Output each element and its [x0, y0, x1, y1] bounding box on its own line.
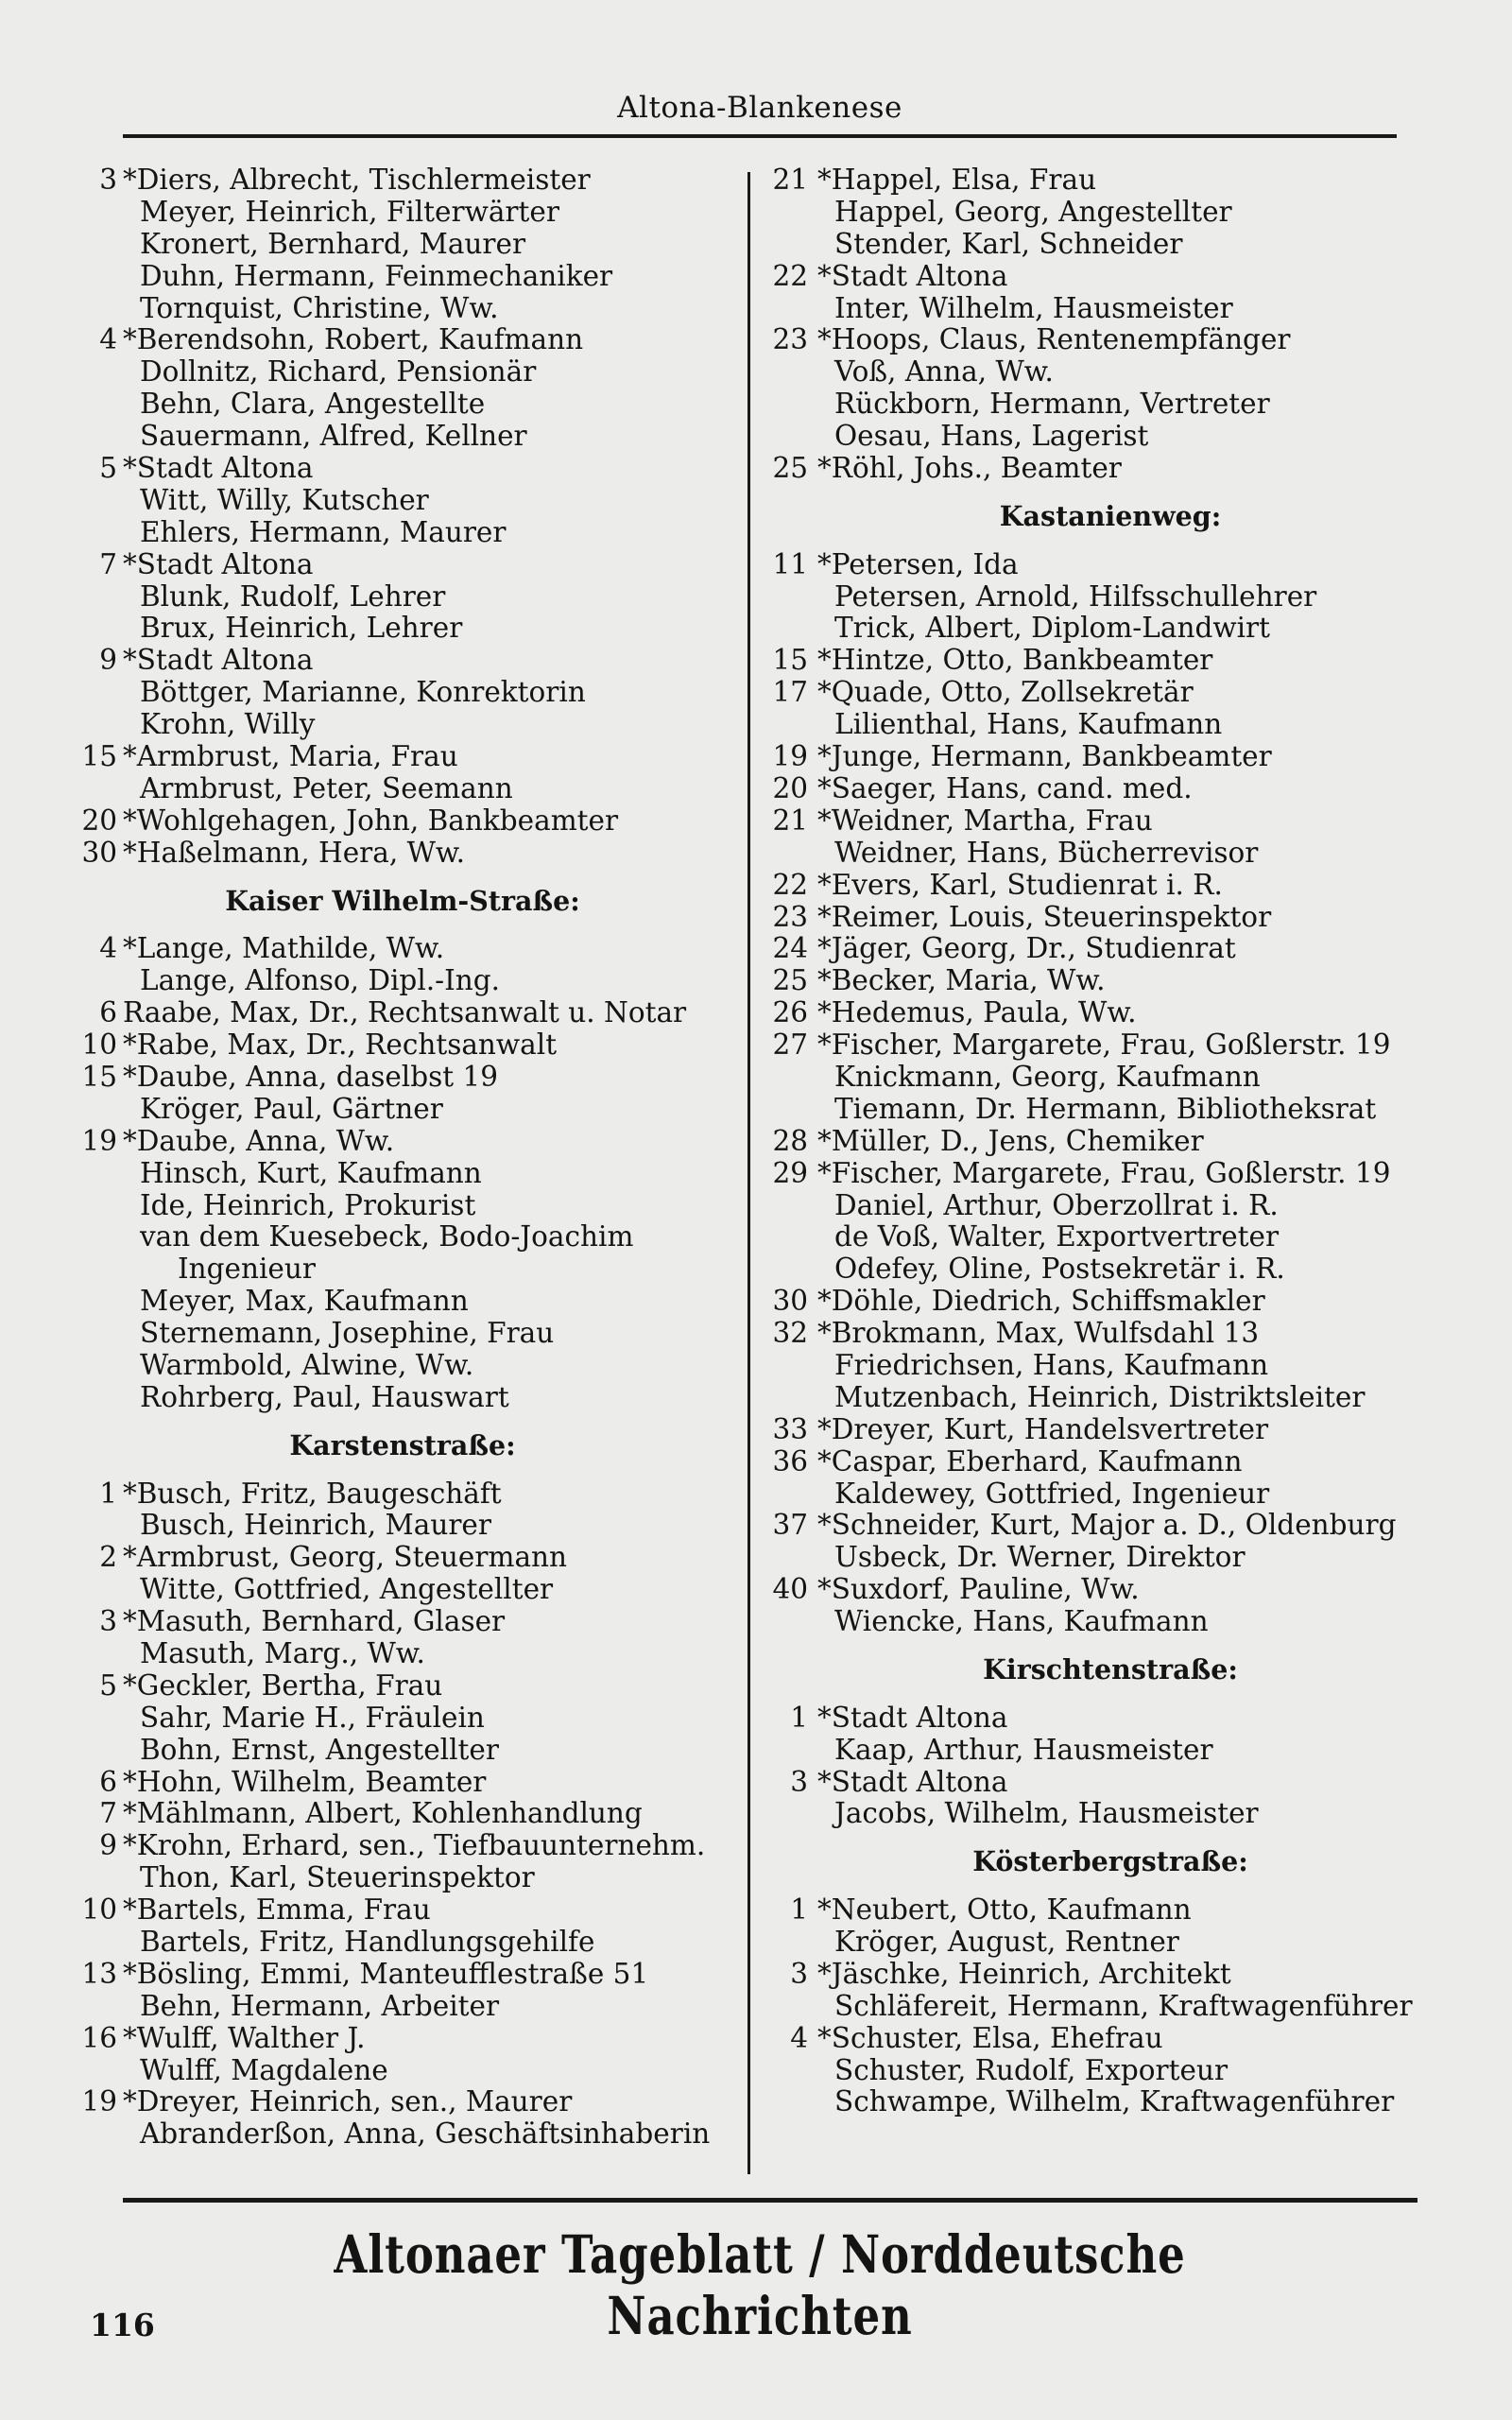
resident-text: Oesau, Hans, Lagerist [834, 420, 1149, 453]
house-number: 11 [772, 547, 808, 580]
resident-text: Bartels, Fritz, Handlungsgehilfe [140, 1926, 595, 1959]
resident-text: *Dreyer, Heinrich, sen., Maurer [123, 2085, 573, 2118]
house-number: 10 [81, 1028, 117, 1062]
house-number: 3 [99, 1605, 117, 1638]
directory-entry [66, 197, 739, 229]
house-number: 5 [99, 1668, 117, 1702]
house-number: 26 [772, 996, 808, 1029]
resident-text: *Jäschke, Heinrich, Architekt [817, 1957, 1231, 1990]
house-number: 9 [99, 644, 117, 677]
house-number: 20 [772, 771, 808, 804]
directory-entry [761, 421, 1460, 453]
resident-text: Odefey, Oline, Postsekretär i. R. [834, 1253, 1285, 1286]
directory-entry [66, 389, 739, 421]
directory-entry [66, 1767, 739, 1799]
resident-text: *Becker, Maria, Ww. [817, 964, 1106, 997]
resident-text: Usbeck, Dr. Werner, Direktor [834, 1541, 1246, 1574]
directory-entry [66, 773, 739, 805]
directory-entry [761, 1221, 1460, 1253]
resident-text: *Junge, Hermann, Bankbeamter [817, 740, 1272, 773]
resident-text: Stender, Karl, Schneider [834, 227, 1183, 260]
house-number: 20 [81, 804, 117, 837]
directory-entry [66, 677, 739, 709]
resident-text: Thon, Karl, Steuerinspektor [140, 1861, 535, 1894]
directory-entry [66, 164, 739, 197]
resident-text: *Müller, D., Jens, Chemiker [817, 1124, 1204, 1157]
house-number: 4 [99, 323, 117, 356]
resident-text: *Döhle, Diedrich, Schiffsmakler [817, 1285, 1265, 1318]
directory-entry [66, 2118, 739, 2151]
resident-text: *Daube, Anna, Ww. [123, 1124, 395, 1157]
directory-entry [66, 997, 739, 1029]
resident-text: Wiencke, Hans, Kaufmann [834, 1605, 1209, 1638]
directory-entry [66, 1190, 739, 1222]
resident-text: Dollnitz, Richard, Pensionär [140, 355, 537, 389]
resident-text: *Petersen, Ida [817, 547, 1019, 580]
resident-text: Masuth, Marg., Ww. [140, 1637, 425, 1669]
directory-entry [761, 1542, 1460, 1574]
house-number: 3 [790, 1765, 808, 1798]
directory-entry [66, 1606, 739, 1638]
house-number: 7 [99, 1797, 117, 1830]
house-number: 5 [99, 452, 117, 485]
directory-entry [761, 1318, 1460, 1350]
directory-entry [761, 773, 1460, 805]
house-number: 17 [772, 676, 808, 709]
resident-text: Meyer, Max, Kaufmann [140, 1285, 469, 1318]
directory-entry [761, 356, 1460, 389]
house-number: 25 [772, 452, 808, 485]
directory-entry [66, 1286, 739, 1318]
resident-text: Blunk, Rudolf, Lehrer [140, 579, 446, 613]
resident-text: *Hoops, Claus, Rentenempfänger [817, 323, 1291, 356]
resident-text: *Weidner, Martha, Frau [817, 804, 1153, 837]
directory-entry [66, 2086, 739, 2118]
house-number: 21 [772, 804, 808, 837]
house-number: 15 [81, 1060, 117, 1093]
directory-entry [761, 1446, 1460, 1478]
street-heading: Kaiser Wilhelm-Straße: [225, 884, 580, 917]
directory-entry [66, 2023, 739, 2055]
house-number: 32 [772, 1317, 808, 1350]
directory-entry [761, 324, 1460, 356]
directory-entry [66, 1830, 739, 1862]
directory-entry [761, 902, 1460, 934]
resident-text: Hinsch, Kurt, Kaufmann [140, 1156, 482, 1189]
resident-text: Rohrberg, Paul, Hauswart [140, 1380, 509, 1413]
resident-text: *Caspar, Eberhard, Kaufmann [817, 1444, 1243, 1478]
resident-text: Lange, Alfonso, Dipl.-Ing. [140, 964, 501, 997]
resident-text: *Schuster, Elsa, Ehefrau [817, 2021, 1163, 2054]
directory-entry [761, 1991, 1460, 2023]
resident-text: Sauermann, Alfred, Kellner [140, 420, 527, 453]
house-number: 13 [81, 1957, 117, 1990]
house-number: 30 [772, 1285, 808, 1318]
resident-text: Jacobs, Wilhelm, Hausmeister [834, 1797, 1259, 1830]
directory-entry [761, 741, 1460, 773]
directory-entry [761, 870, 1460, 902]
house-number: 23 [772, 900, 808, 933]
resident-text: *Armbrust, Maria, Frau [123, 740, 458, 773]
directory-entry [761, 549, 1460, 581]
directory-entry [66, 229, 739, 261]
directory-entry [761, 581, 1460, 614]
resident-text: *Schneider, Kurt, Major a. D., Oldenburg [817, 1509, 1397, 1542]
directory-entry [66, 1029, 739, 1062]
directory-entry [761, 1029, 1460, 1062]
resident-text: Meyer, Heinrich, Filterwärter [140, 195, 559, 228]
directory-entry [66, 645, 739, 677]
resident-text: Raabe, Max, Dr., Rechtsanwalt u. Notar [123, 996, 687, 1029]
directory-entry [761, 2086, 1460, 2118]
resident-text: Inter, Wilhelm, Hausmeister [834, 291, 1233, 324]
directory-entry [66, 356, 739, 389]
directory-entry [66, 1927, 739, 1959]
directory-entry [761, 164, 1460, 197]
resident-text: *Krohn, Erhard, sen., Tiefbauunternehm. [123, 1829, 706, 1862]
directory-entry [761, 293, 1460, 325]
resident-text: *Neubert, Otto, Kaufmann [817, 1893, 1192, 1927]
directory-entry [66, 453, 739, 485]
resident-text: *Stadt Altona [817, 259, 1008, 292]
directory-entry [66, 1703, 739, 1735]
directory-entry [761, 805, 1460, 838]
directory-entry [761, 389, 1460, 421]
directory-entry [761, 197, 1460, 229]
house-number: 37 [772, 1509, 808, 1542]
resident-text: Lilienthal, Hans, Kaufmann [834, 708, 1223, 741]
footer-rule [123, 2198, 1418, 2203]
directory-entry [66, 1221, 739, 1253]
resident-text: *Bösling, Emmi, Manteufflestraße 51 [123, 1957, 649, 1990]
house-number: 27 [772, 1028, 808, 1062]
street-heading: Kastanienweg: [999, 499, 1222, 532]
resident-text: de Voß, Walter, Exportvertreter [834, 1220, 1280, 1253]
resident-text: Witte, Gottfried, Angestellter [140, 1573, 554, 1606]
resident-text: *Hedemus, Paula, Ww. [817, 996, 1137, 1029]
directory-entry [66, 805, 739, 838]
resident-text: Weidner, Hans, Bücherrevisor [834, 836, 1259, 869]
directory-entry [761, 229, 1460, 261]
directory-entry [66, 965, 739, 997]
resident-text: Trick, Albert, Diplom-Landwirt [834, 612, 1270, 645]
resident-text: Bohn, Ernst, Angestellter [140, 1733, 499, 1766]
resident-text: *Fischer, Margarete, Frau, Goßlerstr. 19 [817, 1028, 1391, 1062]
directory-entry [66, 1735, 739, 1767]
directory-entry [66, 1798, 739, 1830]
house-number: 23 [772, 323, 808, 356]
house-number: 19 [772, 740, 808, 773]
resident-text: Ide, Heinrich, Prokurist [140, 1188, 476, 1221]
directory-entry [761, 1062, 1460, 1094]
resident-text: Rückborn, Hermann, Vertreter [834, 388, 1270, 421]
resident-text: *Fischer, Margarete, Frau, Goßlerstr. 19 [817, 1156, 1391, 1189]
resident-text: *Haßelmann, Hera, Ww. [123, 836, 466, 869]
resident-text: Kaap, Arthur, Hausmeister [834, 1733, 1213, 1766]
street-heading: Kirschtenstraße: [983, 1652, 1238, 1685]
directory-entry [66, 1478, 739, 1511]
house-number: 10 [81, 1893, 117, 1927]
house-number: 21 [772, 164, 808, 196]
right-column [761, 164, 1460, 2118]
house-number: 15 [772, 644, 808, 677]
resident-text: *Wulff, Walther J. [123, 2021, 366, 2054]
resident-text: Schwampe, Wilhelm, Kraftwagenführer [834, 2085, 1395, 2118]
resident-text: *Diers, Albrecht, Tischlermeister [123, 164, 591, 196]
resident-text: Schuster, Rudolf, Exporteur [834, 2053, 1228, 2086]
resident-text: *Rabe, Max, Dr., Rechtsanwalt [123, 1028, 558, 1062]
house-number: 19 [81, 2085, 117, 2118]
resident-text: Schläfereit, Hermann, Kraftwagenführer [834, 1989, 1413, 2022]
house-number: 36 [772, 1444, 808, 1478]
resident-text: *Berendsohn, Robert, Kaufmann [123, 323, 584, 356]
resident-text: *Busch, Fritz, Baugeschäft [123, 1477, 502, 1510]
resident-text: *Masuth, Bernhard, Glaser [123, 1605, 506, 1638]
directory-entry [66, 293, 739, 325]
directory-entry [761, 645, 1460, 677]
directory-entry [761, 1253, 1460, 1286]
header-rule [123, 134, 1397, 138]
directory-entry [66, 1574, 739, 1606]
resident-text: Abranderßon, Anna, Geschäftsinhaberin [140, 2118, 711, 2151]
resident-text: Petersen, Arnold, Hilfsschullehrer [834, 579, 1317, 613]
directory-entry [761, 1350, 1460, 1382]
directory-entry [761, 1158, 1460, 1190]
resident-text: Sternemann, Josephine, Frau [140, 1317, 555, 1350]
house-number: 9 [99, 1829, 117, 1862]
directory-entry [761, 1927, 1460, 1959]
column-divider [747, 172, 750, 2174]
resident-text: Daniel, Arthur, Oberzollrat i. R. [834, 1188, 1279, 1221]
resident-text: Friedrichsen, Hans, Kaufmann [834, 1348, 1269, 1381]
resident-text: *Reimer, Louis, Steuerinspektor [817, 900, 1272, 933]
house-number: 24 [772, 932, 808, 965]
resident-text: Sahr, Marie H., Fräulein [140, 1701, 485, 1734]
directory-entry [761, 965, 1460, 997]
directory-entry [761, 1510, 1460, 1542]
house-number: 3 [790, 1957, 808, 1990]
directory-entry [66, 1959, 739, 1991]
resident-text: *Mählmann, Albert, Kohlenhandlung [123, 1797, 643, 1830]
directory-entry [761, 2055, 1460, 2087]
directory-entry [761, 613, 1460, 645]
directory-entry [761, 1767, 1460, 1799]
directory-entry [66, 741, 739, 773]
house-number: 4 [790, 2021, 808, 2054]
house-number: 15 [81, 740, 117, 773]
directory-entry [761, 1478, 1460, 1511]
newspaper-title: Altonaer Tageblatt / Norddeutsche Nachrichten [334, 2223, 1186, 2346]
directory-entry [66, 1542, 739, 1574]
house-number: 22 [772, 259, 808, 292]
resident-text: Knickmann, Georg, Kaufmann [834, 1060, 1261, 1093]
resident-text: Happel, Georg, Angestellter [834, 195, 1232, 228]
house-number: 1 [790, 1893, 808, 1927]
resident-text: Behn, Clara, Angestellte [140, 388, 486, 421]
resident-text: *Quade, Otto, Zollsekretär [817, 676, 1194, 709]
house-number: 28 [772, 1124, 808, 1157]
directory-entry [761, 933, 1460, 965]
house-number: 1 [790, 1701, 808, 1734]
resident-text: Tornquist, Christine, Ww. [140, 291, 499, 324]
resident-text: van dem Kuesebeck, Bodo-Joachim [140, 1220, 634, 1253]
resident-text: *Brokmann, Max, Wulfsdahl 13 [817, 1317, 1260, 1350]
house-number: 4 [99, 932, 117, 965]
directory-entry [66, 421, 739, 453]
directory-entry [66, 613, 739, 645]
resident-text: Busch, Heinrich, Maurer [140, 1509, 491, 1542]
house-number: 25 [772, 964, 808, 997]
directory-entry [66, 581, 739, 614]
directory-entry [66, 1991, 739, 2023]
page-header: Altona-Blankenese [617, 91, 902, 125]
resident-text: Warmbold, Alwine, Ww. [140, 1348, 474, 1381]
page-number: 116 [90, 2307, 155, 2343]
resident-text: Brux, Heinrich, Lehrer [140, 612, 463, 645]
resident-text: Kröger, August, Rentner [834, 1926, 1179, 1959]
resident-text: Wulff, Magdalene [140, 2053, 388, 2086]
resident-text: Krohn, Willy [140, 708, 316, 741]
directory-entry [761, 2023, 1460, 2055]
resident-text: Böttger, Marianne, Konrektorin [140, 676, 586, 709]
resident-text: Armbrust, Peter, Seemann [140, 771, 513, 804]
resident-text: *Röhl, Johs., Beamter [817, 452, 1122, 485]
directory-entry [66, 1062, 739, 1094]
resident-text: *Stadt Altona [817, 1701, 1008, 1734]
street-heading: Kösterbergstraße: [972, 1845, 1248, 1878]
directory-entry [66, 933, 739, 965]
directory-entry [761, 1735, 1460, 1767]
resident-text: Duhn, Hermann, Feinmechaniker [140, 259, 613, 292]
resident-text: Ingenieur [178, 1253, 316, 1286]
directory-entry [66, 1350, 739, 1382]
resident-text: Tiemann, Dr. Hermann, Bibliotheksrat [834, 1092, 1377, 1125]
directory-entry [66, 261, 739, 293]
directory-entry [761, 709, 1460, 741]
resident-text: *Evers, Karl, Studienrat i. R. [817, 868, 1223, 901]
directory-entry [66, 1253, 739, 1286]
directory-entry [761, 1959, 1460, 1991]
street-heading: Karstenstraße: [289, 1428, 516, 1461]
directory-entry [761, 1606, 1460, 1638]
directory-entry [66, 1094, 739, 1126]
resident-text: *Dreyer, Kurt, Handelsvertreter [817, 1412, 1269, 1445]
resident-text: Kaldewey, Gottfried, Ingenieur [834, 1477, 1270, 1510]
left-column [66, 164, 739, 2151]
house-number: 7 [99, 547, 117, 580]
resident-text: *Bartels, Emma, Frau [123, 1893, 431, 1927]
resident-text: *Wohlgehagen, John, Bankbeamter [123, 804, 619, 837]
resident-text: Mutzenbach, Heinrich, Distriktsleiter [834, 1380, 1366, 1413]
directory-entry [66, 1158, 739, 1190]
resident-text: *Jäger, Georg, Dr., Studienrat [817, 932, 1236, 965]
directory-entry [66, 2055, 739, 2087]
resident-text: Voß, Anna, Ww. [834, 355, 1054, 389]
house-number: 1 [99, 1477, 117, 1510]
resident-text: Kröger, Paul, Gärtner [140, 1092, 443, 1125]
directory-entry [761, 997, 1460, 1029]
resident-text: Witt, Willy, Kutscher [140, 483, 429, 516]
resident-text: *Lange, Mathilde, Ww. [123, 932, 445, 965]
directory-entry [66, 1382, 739, 1414]
directory-entry [761, 1798, 1460, 1830]
directory-entry [66, 1862, 739, 1894]
resident-text: Ehlers, Hermann, Maurer [140, 515, 507, 548]
resident-text: *Saeger, Hans, cand. med. [817, 771, 1193, 804]
resident-text: *Hintze, Otto, Bankbeamter [817, 644, 1213, 677]
house-number: 29 [772, 1156, 808, 1189]
directory-entry [66, 517, 739, 549]
directory-entry [761, 838, 1460, 870]
house-number: 33 [772, 1412, 808, 1445]
resident-text: *Stadt Altona [817, 1765, 1008, 1798]
directory-entry [761, 1703, 1460, 1735]
house-number: 6 [99, 996, 117, 1029]
directory-entry [66, 1670, 739, 1703]
resident-text: *Armbrust, Georg, Steuermann [123, 1541, 568, 1574]
resident-text: *Stadt Altona [123, 452, 314, 485]
directory-entry [66, 1126, 739, 1158]
house-number: 19 [81, 1124, 117, 1157]
directory-entry [761, 1894, 1460, 1927]
directory-entry [761, 1574, 1460, 1606]
directory-entry [66, 709, 739, 741]
directory-entry [761, 453, 1460, 485]
house-number: 16 [81, 2021, 117, 2054]
directory-entry [761, 1190, 1460, 1222]
house-number: 22 [772, 868, 808, 901]
directory-entry [66, 485, 739, 517]
directory-entry [761, 1382, 1460, 1414]
resident-text: *Suxdorf, Pauline, Ww. [817, 1573, 1140, 1606]
house-number: 40 [772, 1573, 808, 1606]
directory-entry [66, 1638, 739, 1670]
house-number: 30 [81, 836, 117, 869]
directory-entry [66, 324, 739, 356]
directory-entry [66, 838, 739, 870]
directory-entry [66, 1318, 739, 1350]
directory-entry [66, 1510, 739, 1542]
resident-text: *Happel, Elsa, Frau [817, 164, 1097, 196]
house-number: 2 [99, 1541, 117, 1574]
resident-text: *Daube, Anna, daselbst 19 [123, 1060, 499, 1093]
directory-entry [66, 1894, 739, 1927]
directory-entry [761, 1094, 1460, 1126]
resident-text: *Geckler, Bertha, Frau [123, 1668, 443, 1702]
directory-entry [66, 549, 739, 581]
directory-entry [761, 1126, 1460, 1158]
resident-text: Kronert, Bernhard, Maurer [140, 227, 526, 260]
resident-text: Behn, Hermann, Arbeiter [140, 1989, 500, 2022]
house-number: 6 [99, 1765, 117, 1798]
directory-entry [761, 677, 1460, 709]
directory-entry [761, 1286, 1460, 1318]
resident-text: *Hohn, Wilhelm, Beamter [123, 1765, 487, 1798]
house-number: 3 [99, 164, 117, 196]
resident-text: *Stadt Altona [123, 644, 314, 677]
resident-text: *Stadt Altona [123, 547, 314, 580]
directory-entry [761, 1414, 1460, 1446]
directory-entry [761, 261, 1460, 293]
